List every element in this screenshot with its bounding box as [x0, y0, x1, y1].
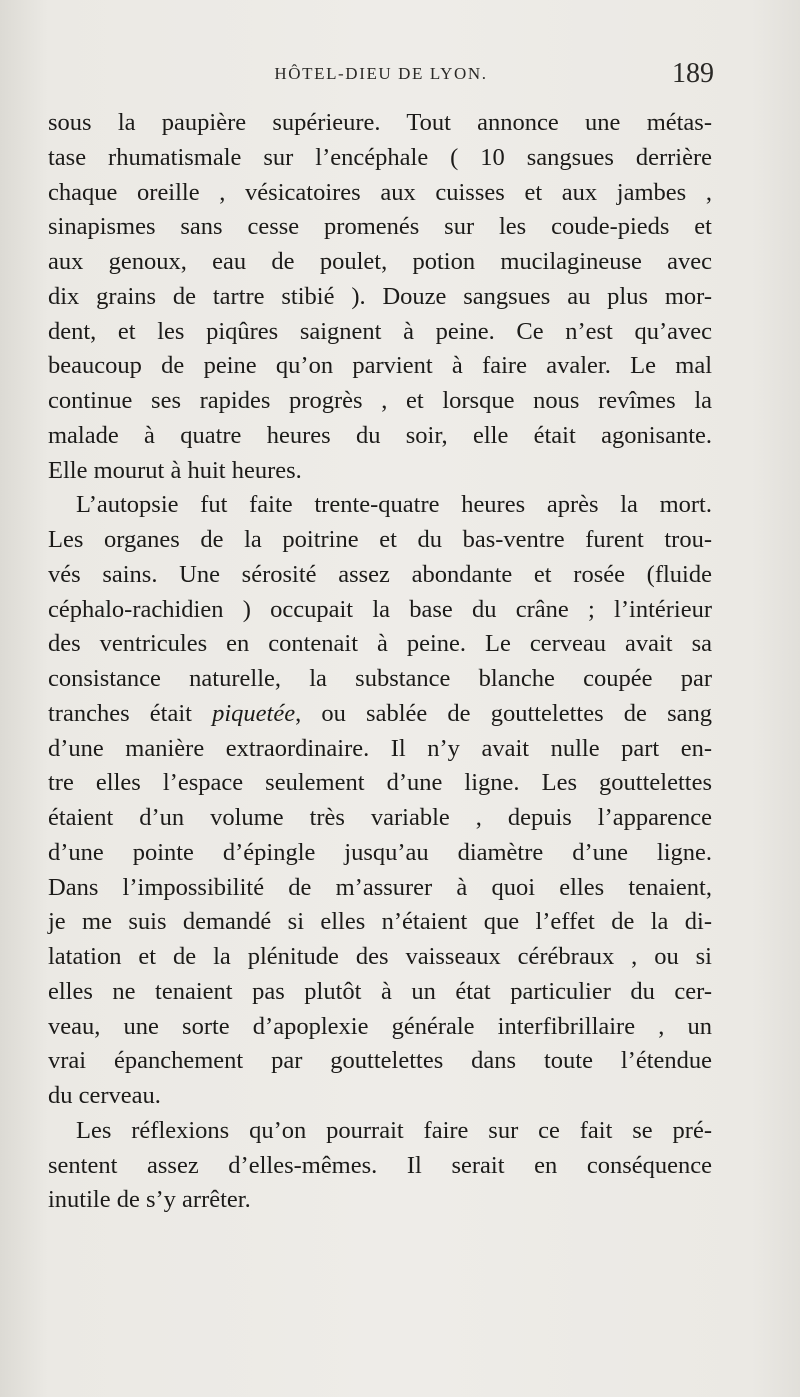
text-line: veau, une sorte d’apoplexie générale interfibrillaire , un: [48, 1012, 712, 1040]
paragraph: [48, 106, 712, 488]
line-segment: , ou sablée de gouttelettes de sang: [295, 699, 712, 727]
text-line: vés sains. Une sérosité assez abondante et rosée (fluide: [48, 560, 712, 588]
text-line: tase rhumatismale sur l’encéphale ( 10 sangsues derrière: [48, 143, 712, 171]
line-segment: tranches était: [48, 699, 213, 727]
page-number: 189: [672, 58, 714, 89]
text-line-with-italic: [48, 697, 712, 732]
text-line: sinapismes sans cesse promenés sur les coude-pieds et: [48, 213, 712, 241]
text-line: consistance naturelle, la substance blanche coupée par: [48, 665, 712, 692]
text-line: sous la paupière supérieure. Tout annonce une métas-: [48, 109, 712, 136]
text-line: des ventricules en contenait à peine. Le cerveau avait sa: [48, 630, 712, 658]
italic-term: piquetée: [212, 699, 296, 727]
text-line: continue ses rapides progrès , et lorsque nous revîmes la: [48, 387, 712, 414]
text-line: inutile de s’y arrêter.: [48, 1186, 251, 1214]
text-line: d’une manière extraordinaire. Il n’y avait nulle part en-: [48, 734, 712, 762]
text-line: dix grains de tartre stibié ). Douze sangsues au plus mor-: [48, 282, 712, 310]
text-line: je me suis demandé si elles n’étaient que l’effet de la di-: [48, 908, 712, 936]
paragraph: [48, 1114, 712, 1218]
text-line: Dans l’impossibilité de m’assurer à quoi elles tenaient,: [48, 873, 712, 901]
text-line: beaucoup de peine qu’on parvient à faire avaler. Le mal: [48, 352, 712, 380]
text-line: elles ne tenaient pas plutôt à un état particulier du cer-: [48, 977, 712, 1005]
text-line: latation et de la plénitude des vaisseaux cérébraux , ou si: [48, 943, 712, 970]
text-line: sentent assez d’elles-mêmes. Il serait en conséquence: [48, 1151, 712, 1179]
paragraph: [48, 488, 712, 1114]
text-line: malade à quatre heures du soir, elle était agonisante.: [48, 421, 712, 449]
text-line: aux genoux, eau de poulet, potion mucilagineuse avec: [48, 248, 712, 275]
text-line: du cerveau.: [48, 1082, 161, 1109]
running-head: [48, 58, 714, 92]
body-text: [48, 106, 712, 1218]
text-line: Les organes de la poitrine et du bas-ventre furent trou-: [48, 526, 712, 553]
text-line: dent, et les piqûres saignent à peine. Ce n’est qu’avec: [48, 317, 712, 345]
text-line: chaque oreille , vésicatoires aux cuisses et aux jambes ,: [48, 178, 712, 206]
text-line: Elle mourut à huit heures.: [48, 456, 302, 484]
text-line: L’autopsie fut faite trente-quatre heures après la mort.: [76, 491, 712, 519]
text-line: étaient d’un volume très variable , depuis l’apparence: [48, 804, 712, 831]
running-title: HÔTEL-DIEU DE LYON.: [274, 64, 488, 83]
text-line: céphalo-rachidien ) occupait la base du crâne ; l’intérieur: [48, 595, 712, 623]
text-line: d’une pointe d’épingle jusqu’au diamètre d’une ligne.: [48, 838, 712, 866]
text-line: vrai épanchement par gouttelettes dans toute l’étendue: [48, 1047, 712, 1075]
text-line: tre elles l’espace seulement d’une ligne. Les gouttelettes: [48, 769, 712, 797]
text-line: Les réflexions qu’on pourrait faire sur ce fait se pré-: [76, 1116, 712, 1144]
